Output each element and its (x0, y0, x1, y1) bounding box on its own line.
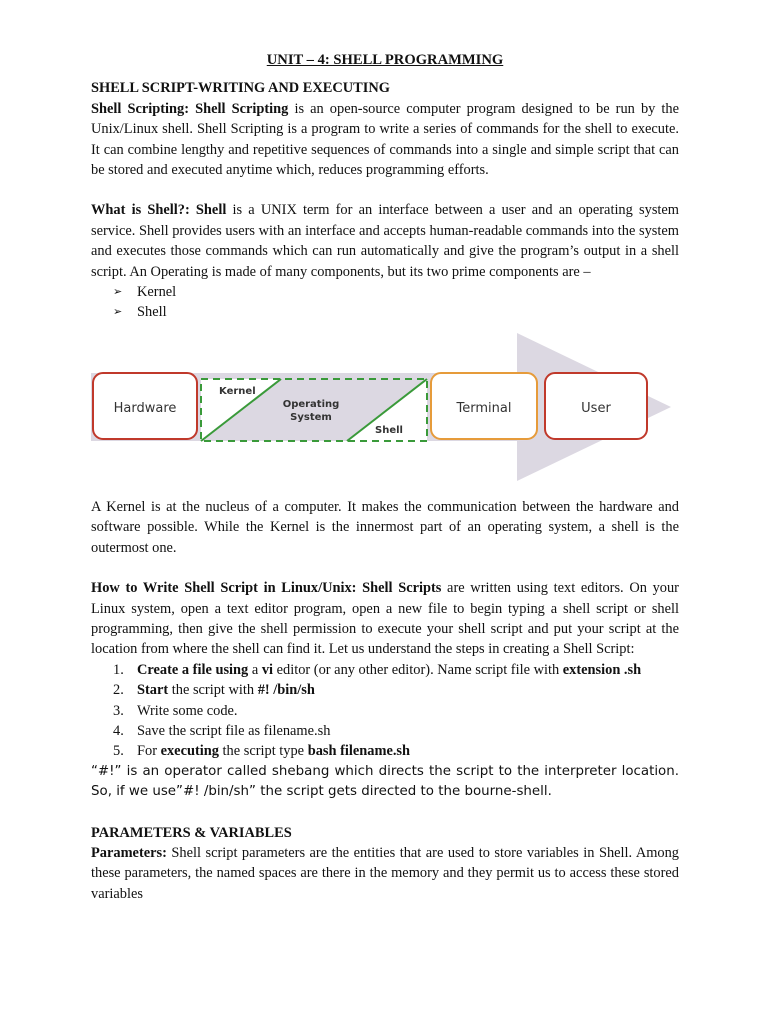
kernel-label: Kernel (219, 385, 256, 397)
paragraph-text: is an open-source computer program designed to be run by the Unix/Linux shell. Shell Scripting is a program to write a series of commands for the shell to execute. It can combine lengthy and repetitive sequences of commands into a single and simple script that can be stored and executed anytime which, reduces programming efforts. (91, 100, 679, 179)
components-list (91, 282, 679, 323)
paragraph-shebang: “#!” is an operator called shebang which directs the script to the interpreter location. So, if we use”#! /bin/sh” the script gets directed to the bourne-shell. (91, 763, 679, 800)
paragraph-what-is-shell (91, 200, 679, 282)
user-label: User (581, 400, 611, 416)
step-text: Save the script file as filename.sh (137, 722, 331, 739)
step-bold: extension .sh (562, 661, 642, 678)
section-heading-parameters: PARAMETERS & VARIABLES (91, 824, 292, 841)
list-item (113, 302, 679, 322)
step-text: For (137, 743, 161, 760)
os-label-line1: Operating (282, 398, 340, 410)
list-item (113, 701, 679, 721)
paragraph-parameters (91, 843, 679, 904)
hardware-label: Hardware (113, 400, 177, 416)
step-bold: executing (160, 743, 219, 760)
arrow-bullet-icon: ➢ (113, 306, 123, 319)
term-how-to-write: How to Write Shell Script in Linux/Unix: Shell Scripts (91, 580, 442, 597)
shell-label: Shell (375, 424, 403, 436)
step-bold: bash filename.sh (307, 743, 411, 760)
paragraph-how-to-write (91, 578, 679, 660)
step-number: 1. (113, 661, 124, 678)
document-page (91, 50, 679, 904)
step-number: 3. (113, 702, 124, 719)
paragraph-text: are written using text editors. On your Linux system, open a text editor program, open a new file to begin typing a shell script or shell programming, then give the shell permission to execute your shell script and put your script at the location from where the shell can find it. Let us understand the steps in creating a Shell Script: (91, 580, 679, 658)
step-bold: Create a file using (137, 661, 249, 678)
diagram-svg (77, 329, 677, 489)
list-item-label: Kernel (137, 284, 177, 301)
arrow-bullet-icon: ➢ (113, 286, 123, 299)
os-label-line2: System (290, 411, 332, 423)
step-text: a (248, 661, 262, 678)
list-item (113, 721, 679, 741)
step-number: 5. (113, 743, 124, 760)
list-item-label: Shell (137, 304, 167, 321)
step-bold: vi (261, 661, 274, 678)
paragraph-kernel: A Kernel is at the nucleus of a computer. It makes the communication between the hardware and software possible. While the Kernel is the innermost part of an operating system, a shell is the outermost one. (91, 498, 679, 556)
steps-list (91, 660, 679, 762)
term-parameters: Parameters: (91, 844, 167, 861)
shell-architecture-diagram (77, 329, 677, 489)
paragraph-text: Shell script parameters are the entities that are used to store variables in Shell. Among these parameters, the named spaces are there in the memory and they permit us to access these stored variables (91, 844, 679, 902)
step-bold: #! /bin/sh (257, 682, 315, 699)
term-what-is-shell: What is Shell?: Shell (91, 202, 227, 219)
paragraph-shell-scripting (91, 99, 679, 181)
list-item (113, 282, 679, 302)
step-text: the script with (168, 682, 258, 699)
list-item (113, 741, 679, 761)
list-item (113, 680, 679, 700)
step-text: the script type (218, 743, 308, 760)
section-heading-shell-script: SHELL SCRIPT-WRITING AND EXECUTING (91, 80, 390, 97)
document-title: UNIT – 4: SHELL PROGRAMMING (266, 52, 504, 68)
step-text: editor (or any other editor). Name script file with (273, 661, 563, 678)
term-shell-scripting: Shell Scripting: Shell Scripting (91, 100, 289, 117)
paragraph-text: is a UNIX term for an interface between a user and an operating system service. Shell provides users with an interface and accepts human-readable commands into the system and executes those commands which can run automatically and give the program’s output in a shell script. An Operating is made of many components, but its two prime components are – (91, 202, 679, 280)
list-item (113, 660, 679, 680)
step-number: 2. (113, 682, 124, 699)
step-number: 4. (113, 722, 124, 739)
step-bold: Start (137, 682, 169, 699)
step-text: Write some code. (137, 702, 238, 719)
terminal-label: Terminal (456, 400, 512, 416)
